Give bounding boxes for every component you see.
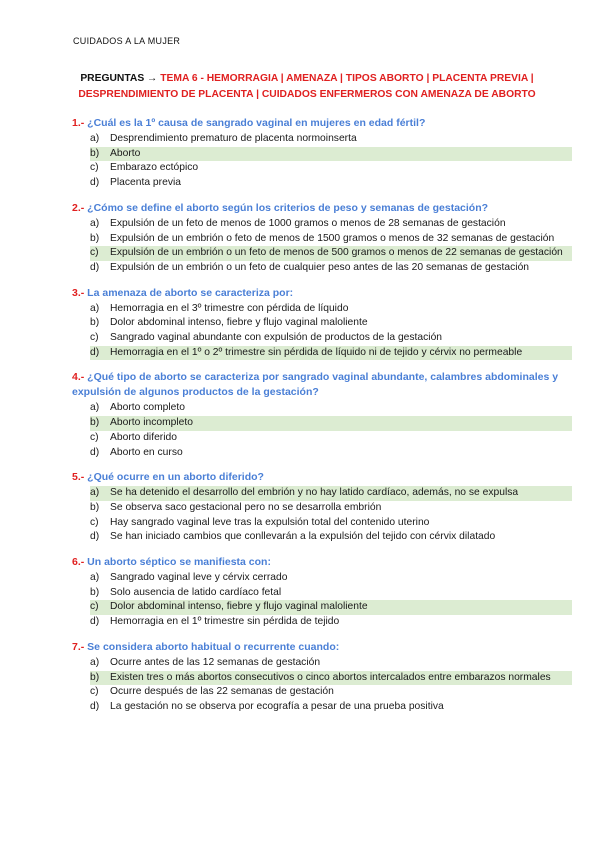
option-list [72,302,572,361]
option-text: Solo ausencia de latido cardíaco fetal [110,586,282,598]
question-number: 5.- [72,471,85,484]
option-text: Aborto diferido [110,431,177,443]
option-list [72,217,572,276]
option-letter: d) [90,531,100,543]
option-letter: b) [90,232,100,244]
option-text: Ocurre después de las 22 semanas de gestación [110,686,334,698]
option-text: Hemorragia en el 1º o 2º trimestre sin pérdida de líquido ni de tejido y cérvix no permeable [110,346,523,358]
option-item [90,486,572,501]
option-list [72,132,572,191]
option-item [90,571,572,586]
option-item [90,416,572,431]
document-header: CUIDADOS A LA MUJER [73,36,181,46]
option-text: Se ha detenido el desarrollo del embrión y no hay latido cardíaco, además, no se expulsa [110,487,519,499]
question-number: 3.- [72,286,85,299]
option-item [90,656,572,671]
option-text: Sangrado vaginal abundante con expulsión de productos de la gestación [110,332,443,344]
question-title [72,286,572,301]
option-list [72,571,572,630]
option-text: Desprendimiento prematuro de placenta normoinserta [110,133,357,144]
question-text: La amenaza de aborto se caracteriza por: [84,286,294,299]
option-item [90,431,572,446]
option-text: Expulsión de un embrión o un feto de cualquier peso antes de las 20 semanas de gestación [110,261,530,273]
option-text: Sangrado vaginal leve y cérvix cerrado [110,572,288,584]
question-title [72,201,572,216]
option-item [90,600,572,615]
question-block [72,116,572,191]
option-letter: b) [90,147,100,159]
option-letter: c) [90,332,99,344]
question-text: ¿Qué tipo de aborto se caracteriza por sangrado vaginal abundante, calambres abdominales y expulsión de algunos productos de la gestación? [72,371,559,399]
option-item [90,261,572,276]
option-item [90,302,572,317]
option-text: Se han iniciado cambios que conllevarán a la expulsión del tejido con cérvix dilatado [110,531,496,543]
option-letter: b) [90,417,100,429]
option-letter: a) [90,572,100,584]
section-prefix: PREGUNTAS → [80,73,161,84]
option-text: Embarazo ectópico [110,162,199,174]
option-letter: b) [90,586,100,598]
option-text: Existen tres o más abortos consecutivos o cinco abortos intercalados entre embarazos normales [110,671,551,683]
option-letter: d) [90,346,100,358]
section-title [52,71,562,103]
option-item [90,346,572,361]
option-item [90,615,572,630]
option-list [72,656,572,715]
option-text: Placenta previa [110,177,181,189]
option-item [90,217,572,232]
option-letter: d) [90,261,100,273]
option-text: Aborto incompleto [110,417,193,429]
option-item [90,685,572,700]
question-block [72,555,572,630]
option-item [90,331,572,346]
option-letter: a) [90,217,100,229]
option-letter: b) [90,671,100,683]
option-item [90,700,572,715]
option-text: Expulsión de un feto de menos de 1000 gramos o menos de 28 semanas de gestación [110,217,506,229]
option-letter: a) [90,402,100,414]
option-text: Aborto [110,147,141,159]
option-text: Expulsión de un embrión o feto de menos de 1500 gramos o menos de 32 semanas de gestación [110,232,555,244]
question-title [72,116,572,131]
option-letter: d) [90,700,100,712]
question-number: 7.- [72,640,85,653]
option-letter: c) [90,516,99,528]
option-item [90,246,572,261]
option-item [90,516,572,531]
option-text: Hemorragia en el 1º trimestre sin pérdida de tejido [110,616,340,628]
option-item [90,176,572,191]
option-letter: d) [90,446,100,458]
option-item [90,446,572,461]
question-block [72,640,572,715]
section-topic: TEMA 6 - HEMORRAGIA | AMENAZA | TIPOS ABORTO | PLACENTA PREVIA | DESPRENDIMIENTO DE PLACENTA | CUIDADOS ENFERMEROS CON AMENAZA DE ABORTO [78,73,536,100]
question-title [72,640,572,655]
question-block [72,370,572,460]
option-item [90,132,572,147]
option-text: La gestación no se observa por ecografía a pesar de una prueba positiva [110,700,444,712]
option-text: Expulsión de un embrión o un feto de menos de 500 gramos o menos de 22 semanas de gestación [110,247,563,259]
question-block [72,470,572,545]
question-text: Un aborto séptico se manifiesta con: [84,556,271,569]
option-item [90,161,572,176]
option-item [90,530,572,545]
option-item [90,501,572,516]
option-letter: c) [90,162,99,174]
option-item [90,147,572,162]
option-text: Ocurre antes de las 12 semanas de gestación [110,656,321,668]
option-text: Hay sangrado vaginal leve tras la expulsión total del contenido uterino [110,516,430,528]
option-letter: c) [90,601,99,613]
option-item [90,586,572,601]
option-letter: c) [90,686,99,698]
option-list [72,486,572,545]
question-number: 6.- [72,556,85,569]
option-letter: b) [90,501,100,513]
option-text: Hemorragia en el 3º trimestre con pérdida de líquido [110,302,349,314]
question-block [72,201,572,276]
option-text: Dolor abdominal intenso, fiebre y flujo vaginal maloliente [110,601,368,613]
option-letter: d) [90,616,100,628]
option-letter: a) [90,656,100,668]
question-title [72,555,572,570]
option-text: Se observa saco gestacional pero no se desarrolla embrión [110,501,382,513]
option-letter: a) [90,133,100,144]
option-item [90,316,572,331]
question-list [72,116,572,725]
question-number: 4.- [72,371,85,384]
question-number: 1.- [72,117,85,129]
option-item [90,671,572,686]
option-item [90,401,572,416]
question-block [72,286,572,361]
option-letter: a) [90,302,100,314]
option-text: Aborto en curso [110,446,183,458]
question-title [72,470,572,485]
option-item [90,232,572,247]
question-number: 2.- [72,201,85,214]
option-letter: c) [90,247,99,259]
question-text: ¿Cómo se define el aborto según los criterios de peso y semanas de gestación? [84,201,489,214]
option-list [72,401,572,460]
option-letter: a) [90,487,100,499]
question-text: ¿Cuál es la 1º causa de sangrado vaginal en mujeres en edad fértil? [84,117,426,129]
option-letter: b) [90,317,100,329]
option-letter: c) [90,431,99,443]
option-letter: d) [90,177,100,189]
option-text: Dolor abdominal intenso, fiebre y flujo vaginal maloliente [110,317,368,329]
question-title [72,370,572,400]
option-text: Aborto completo [110,402,185,414]
question-text: Se considera aborto habitual o recurrente cuando: [84,640,340,653]
question-text: ¿Qué ocurre en un aborto diferido? [84,471,264,484]
